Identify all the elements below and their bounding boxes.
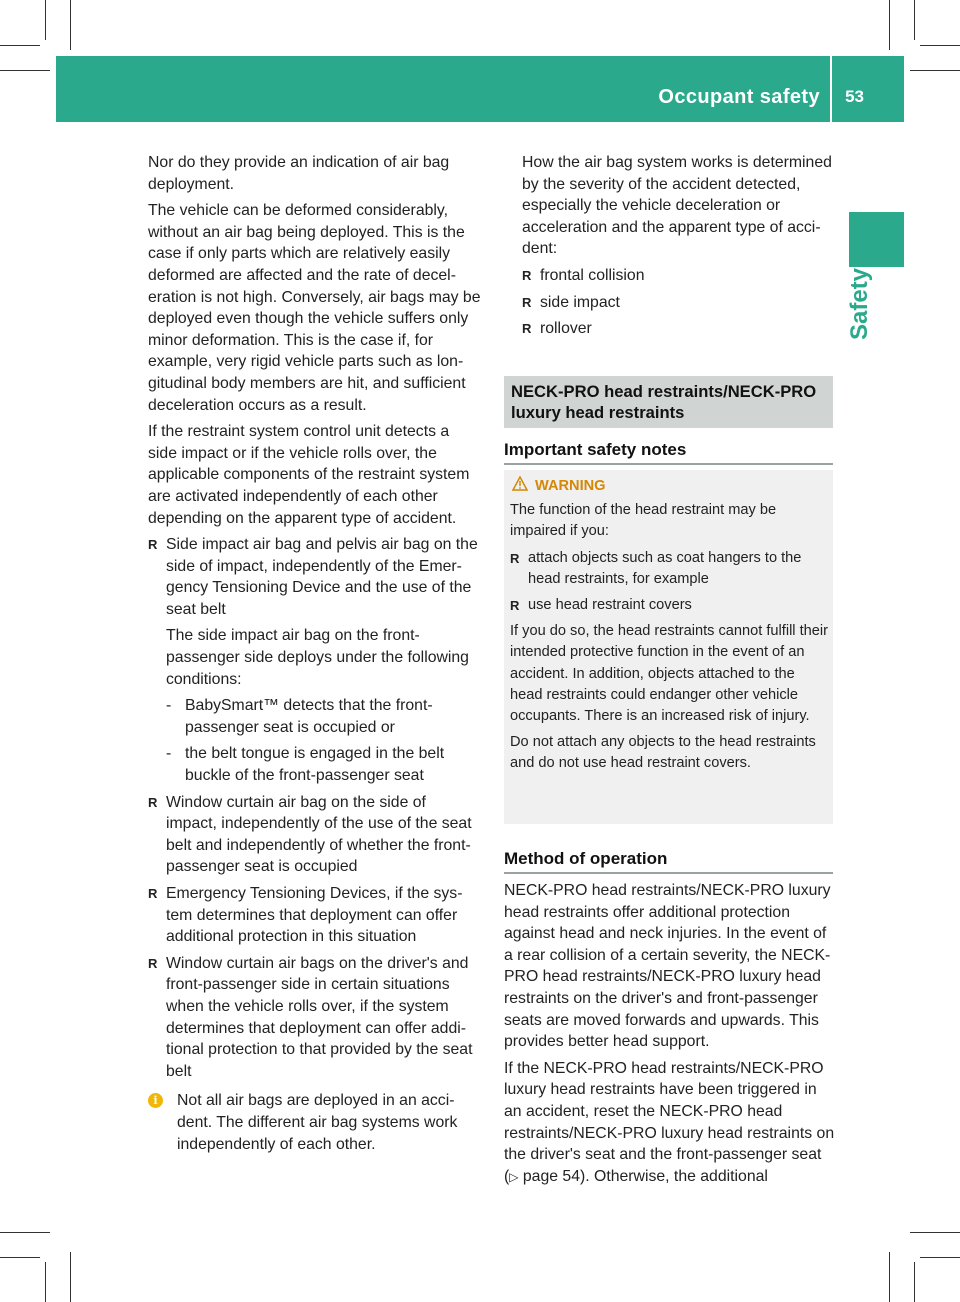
list-item bbox=[522, 318, 835, 340]
crop-mark bbox=[920, 45, 960, 46]
dash-item-text: the belt tongue is engaged in the belt buckle of the front-passenger seat bbox=[185, 745, 445, 785]
crop-mark bbox=[45, 0, 46, 40]
warning-label: WARNING bbox=[535, 478, 606, 494]
crop-mark bbox=[910, 1232, 960, 1233]
crop-mark bbox=[70, 1252, 71, 1302]
info-note bbox=[148, 1090, 481, 1155]
section-tab bbox=[849, 212, 904, 267]
list-item-subtext: The side impact air bag on the front-passenger side deploys under the following conditions: bbox=[166, 627, 469, 688]
page-title: Occupant safety bbox=[658, 86, 820, 108]
bullet-marker: R bbox=[148, 955, 158, 971]
warning-text: The function of the head restraint may be impaired if you: bbox=[510, 502, 777, 540]
list-item bbox=[522, 265, 835, 287]
info-note-text: Not all air bags are deployed in an accident. The different air bag systems work independently of each other. bbox=[177, 1092, 458, 1153]
warning-text: If you do so, the head restraints cannot fulfill their intended protective function in the event of an accident. In addition, objects attached to the head restraints could endanger other vehicle occupants. There is an increased risk of injury. bbox=[510, 623, 828, 725]
dash-item bbox=[148, 743, 481, 786]
list-item-text: frontal collision bbox=[540, 266, 645, 284]
list-item-text: attach objects such as coat hangers to the head restraints, for example bbox=[528, 549, 802, 587]
list-item-text: Window curtain air bag on the side of impact, independently of the use of the seat belt and independently of whether the front-passenger seat is occupied bbox=[166, 793, 472, 876]
list-item bbox=[522, 292, 835, 314]
list-item-text: Side impact air bag and pelvis air bag on the side of impact, independently of the Emergency Tensioning Device and the use of the seat belt bbox=[166, 536, 478, 618]
crop-mark bbox=[914, 0, 915, 40]
bullet-marker: R bbox=[148, 537, 158, 553]
bullet-marker: R bbox=[522, 267, 532, 283]
crop-mark bbox=[0, 70, 50, 71]
list-item-text: rollover bbox=[540, 320, 592, 338]
page-reference-arrow-icon: ▷ bbox=[509, 1169, 519, 1184]
heading-rule bbox=[504, 463, 833, 465]
paragraph: If the restraint system control unit detects a side impact or if the vehicle rolls over, the applicable components of the restraint system are activated independently of each other depending on the apparent type of accident. bbox=[148, 423, 470, 527]
warning-box bbox=[504, 470, 833, 824]
paragraph: The vehicle can be deformed considerably, without an air bag being deployed. This is the case if only parts which are relatively easily deformed are affected and the rate of deceleration is not high. Conversely, air bags may be deployed even though the vehicle suffers only minor deformation. This is the case if, for example, very rigid vehicle parts such as longitudinal body members are hit, and sufficient deceleration occurs as a result. bbox=[148, 202, 481, 414]
crop-mark bbox=[0, 45, 40, 46]
bullet-marker: R bbox=[522, 321, 532, 337]
bullet-marker: R bbox=[148, 886, 158, 901]
paragraph-text: ). Otherwise, the additional bbox=[580, 1167, 768, 1185]
list-item bbox=[148, 534, 481, 620]
list-item bbox=[148, 953, 481, 1083]
crop-mark bbox=[914, 1262, 915, 1302]
crop-mark bbox=[70, 0, 71, 50]
bullet-marker: R bbox=[510, 550, 520, 566]
warning-text: Do not attach any objects to the head restraints and do not use head restraint covers. bbox=[510, 734, 816, 772]
list-item-text: use head restraint covers bbox=[528, 597, 692, 614]
paragraph: NECK-PRO head restraints/NECK-PRO luxury head restraints offer additional protection against head and neck injuries. In the event of a rear collision of a certain severity, the NECK-PRO head restraints/NECK-PRO luxury head restraints on the driver's and front-passenger seats are moved forwards and upwards. This provides better head support. bbox=[504, 882, 831, 1051]
crop-mark bbox=[889, 1252, 890, 1302]
page-reference-link[interactable]: page 54 bbox=[522, 1167, 580, 1185]
right-column-intro bbox=[522, 152, 835, 345]
subsection-heading: Important safety notes bbox=[504, 440, 687, 459]
crop-mark bbox=[45, 1262, 46, 1302]
dash-marker: - bbox=[166, 745, 172, 763]
bullet-marker: R bbox=[522, 294, 532, 310]
paragraph-text: If the NECK-PRO head restraints/NECK-PRO luxury head restraints have been triggered in an accident, reset the NECK-PRO head restraints/NECK-PRO luxury head restraints on the driver's seat and the front-passenger seat ( bbox=[504, 1059, 835, 1185]
crop-mark bbox=[910, 70, 960, 71]
warning-title bbox=[510, 476, 828, 497]
warning-triangle-icon bbox=[512, 476, 528, 491]
paragraph bbox=[504, 1058, 835, 1189]
paragraph: Nor do they provide an indication of air bag deployment. bbox=[148, 154, 450, 193]
section-banner bbox=[504, 376, 833, 428]
section-banner-title: NECK-PRO head restraints/NECK-PRO luxury head restraints bbox=[511, 382, 817, 422]
crop-mark bbox=[889, 0, 890, 50]
page-header bbox=[56, 56, 904, 122]
list-item-text: side impact bbox=[540, 293, 620, 311]
right-column-method bbox=[504, 880, 835, 1193]
header-divider bbox=[830, 56, 832, 122]
left-column bbox=[148, 152, 481, 1155]
info-icon: i bbox=[148, 1093, 163, 1108]
dash-item-text: BabySmart™ detects that the front-passenger seat is occupied or bbox=[185, 697, 433, 736]
dash-marker: - bbox=[166, 697, 172, 715]
warning-list-item bbox=[510, 548, 828, 590]
crop-mark bbox=[920, 1257, 960, 1258]
dash-item bbox=[148, 695, 481, 738]
section-label: Safety bbox=[846, 267, 873, 340]
warning-list-item bbox=[510, 595, 828, 616]
crop-mark bbox=[0, 1232, 50, 1233]
heading-rule bbox=[504, 872, 833, 874]
paragraph: How the air bag system works is determined by the severity of the accident detected, especially the vehicle deceleration or acceleration and the apparent type of accident: bbox=[522, 154, 832, 258]
page-number: 53 bbox=[845, 87, 864, 106]
crop-mark bbox=[0, 1257, 40, 1258]
list-item bbox=[148, 883, 481, 948]
subsection-heading: Method of operation bbox=[504, 849, 668, 868]
list-item bbox=[148, 792, 481, 878]
bullet-marker: R bbox=[510, 598, 520, 614]
list-item-text: Emergency Tensioning Devices, if the system determines that deployment can offer additional protection in this situation bbox=[166, 885, 463, 946]
list-item-text: Window curtain air bags on the driver's and front-passenger side in certain situations when the vehicle rolls over, if the system determines that deployment can offer additional protection to that provided by the seat belt bbox=[166, 954, 473, 1080]
bullet-marker: R bbox=[148, 794, 158, 810]
